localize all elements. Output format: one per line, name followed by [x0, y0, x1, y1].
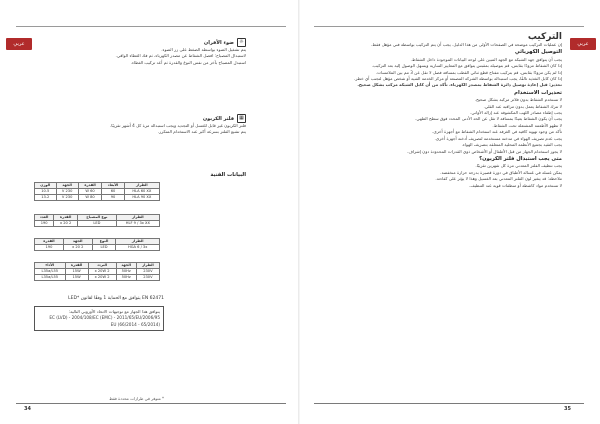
table-cell: 50Hz [116, 275, 136, 281]
table-cell: HLA 60 XX [124, 189, 159, 195]
light-p2: لاستبدال المصباح: افصل الشفاط عن مصدر الكهرباء، ثم فك الغطاء الواقي. [115, 53, 246, 59]
table-cell: 230 V [56, 189, 78, 195]
intro-text: إن عمليات التركيب موضحة في الصفحات الأولى من هذا الدليل. يجب أن يتم التركيب بواسطة فني مؤهل فقط. [370, 42, 562, 47]
table-cell: 2 x 20 [54, 221, 78, 227]
filter-p4: لا تستخدم مواد كاشطة أو منظفات قوية عند التنظيف. [469, 182, 562, 188]
light-p1: يتم تشغيل الضوء بواسطة الضغط على زر الضوء. [161, 47, 246, 52]
usage-item: لا تستخدم الشفاط بدون فلاتر مركبة بشكل صحيح. [474, 97, 562, 103]
light-section-header [36, 38, 246, 47]
eco-line-1: يتوافق هذا الجهاز مع توجيهات الاتحاد الأوروبي التالية: [68, 309, 160, 314]
electrical-p2: إذا كان الشفاط مزودًا بقابس، قم بتوصيله بمقبس يتوافق مع المعايير السارية ويسهل الوصول إليه بعد التركيب. [371, 63, 562, 69]
table-header-cell: الأبعاد [102, 183, 124, 189]
table-header-cell: النوع [92, 239, 116, 245]
electrical-p4: إذا كان كابل التغذية تالفًا، يجب استبداله بواسطة الشركة المصنعة أو مركز الخدمة الفنية أو شخص مؤهل لتجنب أي خطر. [354, 76, 562, 82]
table-cell: 15W [65, 275, 88, 281]
table-cell: 13.2 [35, 195, 57, 201]
table-cell: 2 x 20W [88, 275, 116, 281]
language-tab: عربي [570, 38, 596, 50]
table-header-cell: الجهد [56, 183, 78, 189]
eco-line-3: EU (66/2014 - 65/2014) [110, 321, 160, 327]
filter-p3: ملاحظة: قد يتغير لون الفلتر المعدني بعد الغسيل وهذا لا يؤثر على كفاءته. [435, 176, 562, 182]
table-cell: 10.5 [35, 189, 57, 195]
filter-p2: يمكن غسله في غسالة الأطباق في دورة قصيرة بدرجة حرارة منخفضة. [440, 169, 562, 175]
table-row [35, 245, 160, 251]
table-cell: 230V [136, 275, 159, 281]
table-header-cell: القدرة [54, 215, 78, 221]
footnote: * متوفر في طرازات محددة فقط [109, 396, 164, 401]
usage-title: تحذيرات الاستخدام [514, 89, 562, 96]
light-section-title: ضوء الأفران [203, 39, 234, 46]
charcoal-p1: فلتر الكربون غير قابل للغسل أو التجديد ويجب استبداله مرة كل 4 أشهر تقريبًا. [109, 123, 246, 128]
table-row [35, 221, 160, 227]
table-cell: 190 [35, 221, 54, 227]
charcoal-section [36, 114, 246, 136]
specs-table-1 [34, 182, 160, 201]
light-p3: استبدل المصباح بآخر من نفس النوع والقدرة ثم أعد تركيب الغطاء. [130, 59, 246, 65]
specs-table-2 [34, 214, 160, 227]
usage-item: تأكد من وجود تهوية كافية في الغرفة عند استخدام الشفاط مع أجهزة أخرى. [432, 129, 562, 135]
eco-compliance-box [34, 306, 164, 331]
table-cell: 2 x 20 [63, 245, 92, 251]
table-header-cell: الوزن [35, 183, 57, 189]
charcoal-section-title: فلتر الكربون [202, 115, 234, 122]
usage-item: لا تترك الشفاط يعمل بدون مراقبة عند القلي. [483, 103, 562, 109]
table-cell: L35a/L55 [35, 275, 66, 281]
usage-item: يجب التقيد بجميع الأنظمة المحلية المتعلقة بتصريف الهواء. [461, 142, 562, 148]
table-header-cell: الطراز [124, 183, 159, 189]
table-cell: 190 [35, 245, 64, 251]
table-cell: 50Hz [116, 269, 136, 275]
usage-item: يجب إطفاء مصادر اللهب المكشوفة عند إزالة الأواني. [470, 110, 562, 116]
table-cell: HGA 6 / 3x [116, 245, 160, 251]
specs-table-4 [34, 262, 160, 281]
table-cell: 80 W [78, 195, 102, 201]
electrical-p3: إذا لم يكن مزودًا بقابس، قم بتركيب مفتاح قطع ثنائي القطب بمسافة فصل لا تقل عن 3 مم بين الملامسات. [375, 69, 562, 75]
table-cell: 60 W [78, 189, 102, 195]
table-header-cell: نوع المصباح [77, 215, 116, 221]
usage-item: يجب أن يكون الشفاط بعيدًا بمسافة لا تقل عن الحد الأدنى المحدد فوق سطح الطهي. [415, 116, 562, 122]
lightbulb-icon: ☼ [237, 38, 246, 47]
eco-line-2: 2006/95/EC (LVD) - 2004/108/EC (EMC) - 2011/65/EU [49, 315, 160, 321]
filter-title: متى يجب استبدال فلتر الكربون؟ [479, 155, 562, 162]
table-row [35, 195, 160, 201]
installation-content [324, 32, 562, 189]
table-header-cell: الجهد [116, 263, 136, 269]
table-header-cell: التردد [88, 263, 116, 269]
filter-p1: يجب تنظيف الفلتر المعدني مرة كل شهرين تقريبًا. [475, 163, 562, 169]
usage-item: لا تطهو الأطعمة المشتعلة تحت الشفاط. [492, 122, 562, 128]
right-page [300, 0, 600, 424]
specs-header [36, 170, 246, 179]
table-cell: LED [77, 221, 116, 227]
light-section [36, 38, 246, 66]
table-header-cell: الطراز [116, 215, 159, 221]
filter-icon: ▦ [237, 114, 246, 123]
table-cell: 230 V [56, 195, 78, 201]
table-row [35, 275, 160, 281]
table-cell: 230V [136, 269, 159, 275]
bottom-rule [314, 403, 584, 404]
page-number-left: 34 [24, 406, 31, 412]
charcoal-section-header [36, 114, 246, 123]
usage-item: يجب عدم تصريف الهواء في مدخنة مستخدمة لتصريف أدخنة أجهزة أخرى. [434, 135, 562, 141]
table-cell: HLF 9 / 3x XX [116, 221, 159, 227]
bottom-rule [16, 403, 286, 404]
table-header-cell: الطراز [136, 263, 159, 269]
table-cell: 15W [65, 269, 88, 275]
table-header-cell: القدرة [65, 263, 88, 269]
table-header-cell: الطراز [116, 239, 160, 245]
usage-item: لا يجوز استخدام الجهاز من قبل الأطفال أو الأشخاص ذوي القدرات المحدودة دون إشراف. [407, 148, 562, 154]
top-rule [314, 26, 584, 27]
table-header-cell: القدرة [35, 239, 64, 245]
table-cell: 60 [102, 189, 124, 195]
table-cell: 90 [102, 195, 124, 201]
electrical-title: التوصيل الكهربائي [514, 49, 562, 56]
table-cell: L35a/L55 [35, 269, 66, 275]
charcoal-p2: يتم تشبع الفلتر بسرعة أكبر عند الاستخدام المتكرر. [157, 129, 246, 135]
warning-text: تحذير: قبل إعادة توصيل دائرة الشفاط بمصدر الكهرباء، تأكد من أن كابل الشبكة مركب بشكل صحيح. [357, 82, 562, 88]
page-number-right: 35 [564, 406, 571, 412]
language-tab: عربي [6, 38, 32, 50]
top-rule [16, 26, 286, 27]
page-title: التركيب [527, 32, 562, 42]
specs-table-3 [34, 238, 160, 251]
table-header-cell: العدد [35, 215, 54, 221]
table-header-cell: الأداء [35, 263, 66, 269]
table-cell: LED [92, 245, 116, 251]
table-cell: HLA 90 XX [124, 195, 159, 201]
specs-title: البيانات الفنية [210, 172, 246, 178]
table-header-cell: القدرة [78, 183, 102, 189]
table-cell: 2 x 20W [88, 269, 116, 275]
electrical-p1: يجب أن يتوافق جهد الشبكة مع الجهد المبين على لوحة البيانات الموجودة داخل الشفاط. [410, 56, 562, 62]
table-header-cell: الجهد [63, 239, 92, 245]
led-note: EN 62471 يتوافق مع الحماية 1 وفقًا لقانون *LED [68, 296, 164, 301]
